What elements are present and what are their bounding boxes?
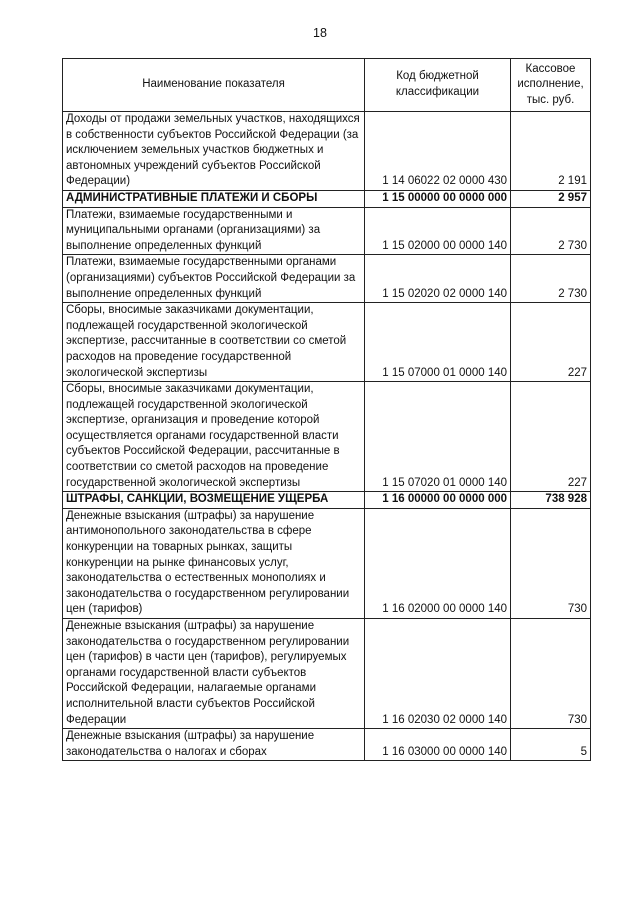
table-row <box>63 508 591 618</box>
row-value: 2 957 <box>511 190 591 207</box>
table-row <box>63 255 591 303</box>
row-code: 1 14 06022 02 0000 430 <box>365 112 511 191</box>
header-value: Кассовое исполнение, тыс. руб. <box>511 59 591 112</box>
row-value: 227 <box>511 303 591 382</box>
header-name: Наименование показателя <box>63 59 365 112</box>
row-code: 1 16 02030 02 0000 140 <box>365 619 511 729</box>
page-number: 18 <box>313 26 327 40</box>
row-code: 1 16 03000 00 0000 140 <box>365 729 511 761</box>
row-value: 227 <box>511 382 591 492</box>
row-code: 1 15 00000 00 0000 000 <box>365 190 511 207</box>
row-value: 738 928 <box>511 492 591 509</box>
row-code: 1 16 02000 00 0000 140 <box>365 508 511 618</box>
header-code: Код бюджетной классификации <box>365 59 511 112</box>
row-value: 2 730 <box>511 255 591 303</box>
row-code: 1 15 02020 02 0000 140 <box>365 255 511 303</box>
budget-execution-table <box>62 58 591 761</box>
row-name: Платежи, взимаемые государственными органами (организациями) субъектов Российской Федерации за выполнение определенных функций <box>63 255 365 303</box>
section-total-row <box>63 190 591 207</box>
row-value: 2 191 <box>511 112 591 191</box>
row-value: 730 <box>511 619 591 729</box>
row-value: 2 730 <box>511 207 591 255</box>
row-name: АДМИНИСТРАТИВНЫЕ ПЛАТЕЖИ И СБОРЫ <box>63 190 365 207</box>
row-value: 5 <box>511 729 591 761</box>
table-row <box>63 382 591 492</box>
table-row <box>63 207 591 255</box>
table-row <box>63 303 591 382</box>
row-name: Платежи, взимаемые государственными и муниципальными органами (организациями) за выполнение определенных функций <box>63 207 365 255</box>
table-body <box>63 112 591 761</box>
row-name: Сборы, вносимые заказчиками документации, подлежащей государственной экологической экспертизе, рассчитанные в соответствии со сметой расходов на проведение государственной экологической экспертизы <box>63 303 365 382</box>
row-code: 1 15 02000 00 0000 140 <box>365 207 511 255</box>
row-code: 1 15 07020 01 0000 140 <box>365 382 511 492</box>
table-header-row <box>63 59 591 112</box>
row-code: 1 15 07000 01 0000 140 <box>365 303 511 382</box>
row-code: 1 16 00000 00 0000 000 <box>365 492 511 509</box>
row-name: ШТРАФЫ, САНКЦИИ, ВОЗМЕЩЕНИЕ УЩЕРБА <box>63 492 365 509</box>
row-name: Денежные взыскания (штрафы) за нарушение антимонопольного законодательства в сфере конкуренции на товарных рынках, защиты конкуренции на рынке финансовых услуг, законодательства о естественных монополиях и законодательства о государственном регулировании цен (тарифов) <box>63 508 365 618</box>
row-value: 730 <box>511 508 591 618</box>
row-name: Доходы от продажи земельных участков, находящихся в собственности субъектов Российской Федерации (за исключением земельных участков бюджетных и автономных учреждений субъектов Российской Федерации) <box>63 112 365 191</box>
table-row <box>63 112 591 191</box>
row-name: Сборы, вносимые заказчиками документации, подлежащей государственной экологической экспертизе, организация и проведение которой осуществляется органами государственной власти субъектов Российской Федерации, рассчитанные в соответствии со сметой расходов на проведение государственной экологической экспертизы <box>63 382 365 492</box>
table-row <box>63 619 591 729</box>
table-row <box>63 729 591 761</box>
section-total-row <box>63 492 591 509</box>
row-name: Денежные взыскания (штрафы) за нарушение законодательства о налогах и сборах <box>63 729 365 761</box>
row-name: Денежные взыскания (штрафы) за нарушение законодательства о государственном регулировании цен (тарифов) в части цен (тарифов), регулируемых органами государственной власти субъектов Российской Федерации, налагаемые органами исполнительной власти субъектов Российской Федерации <box>63 619 365 729</box>
